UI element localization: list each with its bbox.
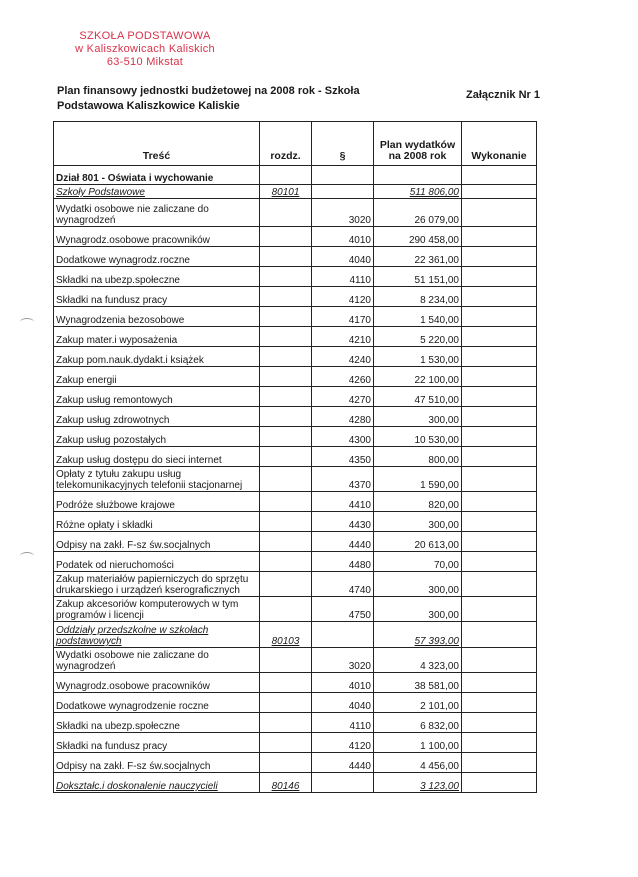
cell-plan: 2 101,00 bbox=[374, 693, 462, 713]
cell-wykonanie bbox=[462, 753, 537, 773]
cell-wykonanie bbox=[462, 572, 537, 597]
cell-rozdz bbox=[260, 387, 312, 407]
cell-rozdz bbox=[260, 347, 312, 367]
cell-rozdz bbox=[260, 227, 312, 247]
cell-paragraf bbox=[312, 773, 374, 793]
budget-table bbox=[53, 121, 537, 793]
cell-tresc: Opłaty z tytułu zakupu usług telekomunikacyjnych telefonii stacjonarnej bbox=[54, 467, 260, 492]
cell-tresc: Zakup usług zdrowotnych bbox=[54, 407, 260, 427]
cell-tresc: Zakup mater.i wyposażenia bbox=[54, 327, 260, 347]
cell-tresc: Szkoły Podstawowe bbox=[54, 185, 260, 199]
cell-wykonanie bbox=[462, 532, 537, 552]
attachment-label: Załącznik Nr 1 bbox=[466, 89, 540, 101]
subtotal-row bbox=[54, 622, 537, 648]
header-tresc: Treść bbox=[54, 122, 260, 166]
cell-rozdz bbox=[260, 247, 312, 267]
cell-paragraf: 4410 bbox=[312, 492, 374, 512]
table-row bbox=[54, 307, 537, 327]
cell-tresc: Zakup materiałów papierniczych do sprzętu drukarskiego i urządzeń kserograficznych bbox=[54, 572, 260, 597]
cell-rozdz bbox=[260, 327, 312, 347]
cell-tresc: Dodatkowe wynagrodzenie roczne bbox=[54, 693, 260, 713]
cell-wykonanie bbox=[462, 367, 537, 387]
cell-wykonanie bbox=[462, 387, 537, 407]
cell-plan: 4 456,00 bbox=[374, 753, 462, 773]
table-row bbox=[54, 247, 537, 267]
cell-plan: 290 458,00 bbox=[374, 227, 462, 247]
cell-plan: 47 510,00 bbox=[374, 387, 462, 407]
cell-rozdz bbox=[260, 597, 312, 622]
cell-wykonanie bbox=[462, 287, 537, 307]
cell-tresc: Oddziały przedszkolne w szkołach podstawowych bbox=[54, 622, 260, 648]
cell-tresc: Wydatki osobowe nie zaliczane do wynagrodzeń bbox=[54, 648, 260, 673]
cell-wykonanie bbox=[462, 622, 537, 648]
header-paragraf: § bbox=[312, 122, 374, 166]
punch-hole-mark bbox=[20, 318, 34, 326]
cell-plan: 26 079,00 bbox=[374, 199, 462, 227]
table-row bbox=[54, 733, 537, 753]
header-plan: Plan wydatków na 2008 rok bbox=[374, 122, 462, 166]
cell-paragraf: 4750 bbox=[312, 597, 374, 622]
cell-plan: 1 100,00 bbox=[374, 733, 462, 753]
cell-tresc: Zakup usług pozostałych bbox=[54, 427, 260, 447]
table-row bbox=[54, 753, 537, 773]
cell-plan: 4 323,00 bbox=[374, 648, 462, 673]
cell-paragraf: 4110 bbox=[312, 267, 374, 287]
cell-plan: 1 530,00 bbox=[374, 347, 462, 367]
cell-tresc: Składki na fundusz pracy bbox=[54, 287, 260, 307]
cell-rozdz bbox=[260, 733, 312, 753]
cell-tresc: Zakup energii bbox=[54, 367, 260, 387]
cell-wykonanie bbox=[462, 199, 537, 227]
cell-plan: 300,00 bbox=[374, 512, 462, 532]
cell-plan: 1 590,00 bbox=[374, 467, 462, 492]
cell-paragraf: 4350 bbox=[312, 447, 374, 467]
cell-paragraf: 3020 bbox=[312, 648, 374, 673]
cell-wykonanie bbox=[462, 427, 537, 447]
cell-rozdz bbox=[260, 648, 312, 673]
cell-paragraf: 4430 bbox=[312, 512, 374, 532]
cell-paragraf: 4740 bbox=[312, 572, 374, 597]
table-row bbox=[54, 407, 537, 427]
cell-rozdz bbox=[260, 673, 312, 693]
cell-paragraf: 4480 bbox=[312, 552, 374, 572]
cell-rozdz bbox=[260, 512, 312, 532]
cell-wykonanie bbox=[462, 447, 537, 467]
cell-plan: 38 581,00 bbox=[374, 673, 462, 693]
cell-plan: 820,00 bbox=[374, 492, 462, 512]
cell-plan: 511 806,00 bbox=[374, 185, 462, 199]
cell-rozdz bbox=[260, 713, 312, 733]
section-title: Dział 801 - Oświata i wychowanie bbox=[54, 166, 260, 185]
cell-tresc: Podatek od nieruchomości bbox=[54, 552, 260, 572]
cell-plan: 1 540,00 bbox=[374, 307, 462, 327]
cell-rozdz bbox=[260, 267, 312, 287]
cell-plan: 8 234,00 bbox=[374, 287, 462, 307]
cell-paragraf: 4010 bbox=[312, 227, 374, 247]
section-row bbox=[54, 166, 537, 185]
cell-wykonanie bbox=[462, 693, 537, 713]
header-rozdz: rozdz. bbox=[260, 122, 312, 166]
cell-paragraf: 4440 bbox=[312, 753, 374, 773]
cell-wykonanie bbox=[462, 713, 537, 733]
cell-wykonanie bbox=[462, 347, 537, 367]
cell-plan: 70,00 bbox=[374, 552, 462, 572]
cell-plan: 22 361,00 bbox=[374, 247, 462, 267]
document-title: Plan finansowy jednostki budżetowej na 2008 rok - Szkoła Podstawowa Kaliszkowice Kaliskie bbox=[57, 85, 360, 112]
header-wykonanie: Wykonanie bbox=[462, 122, 537, 166]
table-row bbox=[54, 673, 537, 693]
cell-rozdz bbox=[260, 287, 312, 307]
cell-wykonanie bbox=[462, 597, 537, 622]
table-header-row bbox=[54, 122, 537, 166]
cell-paragraf: 4120 bbox=[312, 733, 374, 753]
cell-wykonanie bbox=[462, 327, 537, 347]
cell-rozdz bbox=[260, 367, 312, 387]
cell-wykonanie bbox=[462, 512, 537, 532]
cell-wykonanie bbox=[462, 407, 537, 427]
cell-rozdz: 80103 bbox=[260, 622, 312, 648]
cell-rozdz bbox=[260, 307, 312, 327]
cell-rozdz bbox=[260, 199, 312, 227]
cell-wykonanie bbox=[462, 492, 537, 512]
cell-tresc: Odpisy na zakł. F-sz św.socjalnych bbox=[54, 532, 260, 552]
table-row bbox=[54, 287, 537, 307]
stamp-line-3: 63-510 Mikstat bbox=[106, 56, 184, 68]
cell-plan: 300,00 bbox=[374, 597, 462, 622]
school-stamp bbox=[60, 30, 230, 69]
subtotal-row bbox=[54, 185, 537, 199]
cell-paragraf: 4010 bbox=[312, 673, 374, 693]
cell-rozdz bbox=[260, 447, 312, 467]
cell-tresc: Wynagrodzenia bezosobowe bbox=[54, 307, 260, 327]
table-row bbox=[54, 713, 537, 733]
cell-rozdz bbox=[260, 552, 312, 572]
cell-tresc: Odpisy na zakł. F-sz św.socjalnych bbox=[54, 753, 260, 773]
cell-paragraf: 4300 bbox=[312, 427, 374, 447]
cell-tresc: Dodatkowe wynagrodz.roczne bbox=[54, 247, 260, 267]
cell-tresc: Składki na ubezp.społeczne bbox=[54, 267, 260, 287]
cell-plan: 10 530,00 bbox=[374, 427, 462, 447]
cell-rozdz bbox=[260, 407, 312, 427]
cell-plan: 5 220,00 bbox=[374, 327, 462, 347]
cell-tresc: Wynagrodz.osobowe pracowników bbox=[54, 227, 260, 247]
table-row bbox=[54, 327, 537, 347]
cell-wykonanie bbox=[462, 648, 537, 673]
cell-wykonanie bbox=[462, 247, 537, 267]
table-row bbox=[54, 447, 537, 467]
cell-wykonanie bbox=[462, 307, 537, 327]
cell-tresc: Wydatki osobowe nie zaliczane do wynagrodzeń bbox=[54, 199, 260, 227]
cell-paragraf: 4240 bbox=[312, 347, 374, 367]
cell-paragraf bbox=[312, 622, 374, 648]
cell-tresc: Składki na ubezp.społeczne bbox=[54, 713, 260, 733]
cell-plan: 6 832,00 bbox=[374, 713, 462, 733]
cell-rozdz bbox=[260, 753, 312, 773]
cell-tresc: Podróże służbowe krajowe bbox=[54, 492, 260, 512]
cell-rozdz bbox=[260, 467, 312, 492]
cell-paragraf: 4040 bbox=[312, 693, 374, 713]
cell-paragraf: 4260 bbox=[312, 367, 374, 387]
stamp-line-1: SZKOŁA PODSTAWOWA bbox=[79, 30, 211, 42]
cell-rozdz bbox=[260, 532, 312, 552]
cell-paragraf: 3020 bbox=[312, 199, 374, 227]
table-row bbox=[54, 597, 537, 622]
table-row bbox=[54, 467, 537, 492]
table-row bbox=[54, 492, 537, 512]
cell-plan: 51 151,00 bbox=[374, 267, 462, 287]
table-row bbox=[54, 512, 537, 532]
cell-tresc: Składki na fundusz pracy bbox=[54, 733, 260, 753]
cell-tresc: Zakup usług remontowych bbox=[54, 387, 260, 407]
table-row bbox=[54, 648, 537, 673]
cell-wykonanie bbox=[462, 673, 537, 693]
cell-paragraf: 4120 bbox=[312, 287, 374, 307]
table-row bbox=[54, 347, 537, 367]
cell-paragraf: 4280 bbox=[312, 407, 374, 427]
table-row bbox=[54, 367, 537, 387]
table-row bbox=[54, 199, 537, 227]
cell-paragraf: 4170 bbox=[312, 307, 374, 327]
cell-plan: 20 613,00 bbox=[374, 532, 462, 552]
cell-wykonanie bbox=[462, 552, 537, 572]
cell-wykonanie bbox=[462, 227, 537, 247]
cell-tresc: Zakup akcesoriów komputerowych w tym programów i licencji bbox=[54, 597, 260, 622]
table-row bbox=[54, 693, 537, 713]
cell-wykonanie bbox=[462, 185, 537, 199]
cell-plan: 22 100,00 bbox=[374, 367, 462, 387]
cell-rozdz bbox=[260, 427, 312, 447]
cell-rozdz bbox=[260, 693, 312, 713]
cell-wykonanie bbox=[462, 467, 537, 492]
cell-tresc: Różne opłaty i składki bbox=[54, 512, 260, 532]
table-row bbox=[54, 227, 537, 247]
cell-tresc: Zakup pom.nauk.dydakt.i książek bbox=[54, 347, 260, 367]
subtotal-row bbox=[54, 773, 537, 793]
cell-paragraf: 4110 bbox=[312, 713, 374, 733]
cell-wykonanie bbox=[462, 733, 537, 753]
table-row bbox=[54, 427, 537, 447]
cell-rozdz bbox=[260, 492, 312, 512]
cell-plan: 300,00 bbox=[374, 407, 462, 427]
cell-wykonanie bbox=[462, 773, 537, 793]
table-row bbox=[54, 552, 537, 572]
cell-tresc: Dokształc.i doskonalenie nauczycieli bbox=[54, 773, 260, 793]
cell-rozdz: 80146 bbox=[260, 773, 312, 793]
cell-rozdz: 80101 bbox=[260, 185, 312, 199]
table-row bbox=[54, 572, 537, 597]
cell-wykonanie bbox=[462, 267, 537, 287]
cell-paragraf: 4440 bbox=[312, 532, 374, 552]
cell-plan: 300,00 bbox=[374, 572, 462, 597]
cell-plan: 800,00 bbox=[374, 447, 462, 467]
cell-paragraf: 4210 bbox=[312, 327, 374, 347]
cell-rozdz bbox=[260, 572, 312, 597]
cell-paragraf: 4270 bbox=[312, 387, 374, 407]
cell-plan: 57 393,00 bbox=[374, 622, 462, 648]
cell-tresc: Zakup usług dostępu do sieci internet bbox=[54, 447, 260, 467]
table-row bbox=[54, 387, 537, 407]
table-row bbox=[54, 267, 537, 287]
punch-hole-mark bbox=[20, 552, 34, 560]
cell-paragraf: 4040 bbox=[312, 247, 374, 267]
cell-paragraf: 4370 bbox=[312, 467, 374, 492]
cell-paragraf bbox=[312, 185, 374, 199]
stamp-line-2: w Kaliszkowicach Kaliskich bbox=[75, 43, 215, 55]
cell-tresc: Wynagrodz.osobowe pracowników bbox=[54, 673, 260, 693]
table-row bbox=[54, 532, 537, 552]
cell-plan: 3 123,00 bbox=[374, 773, 462, 793]
